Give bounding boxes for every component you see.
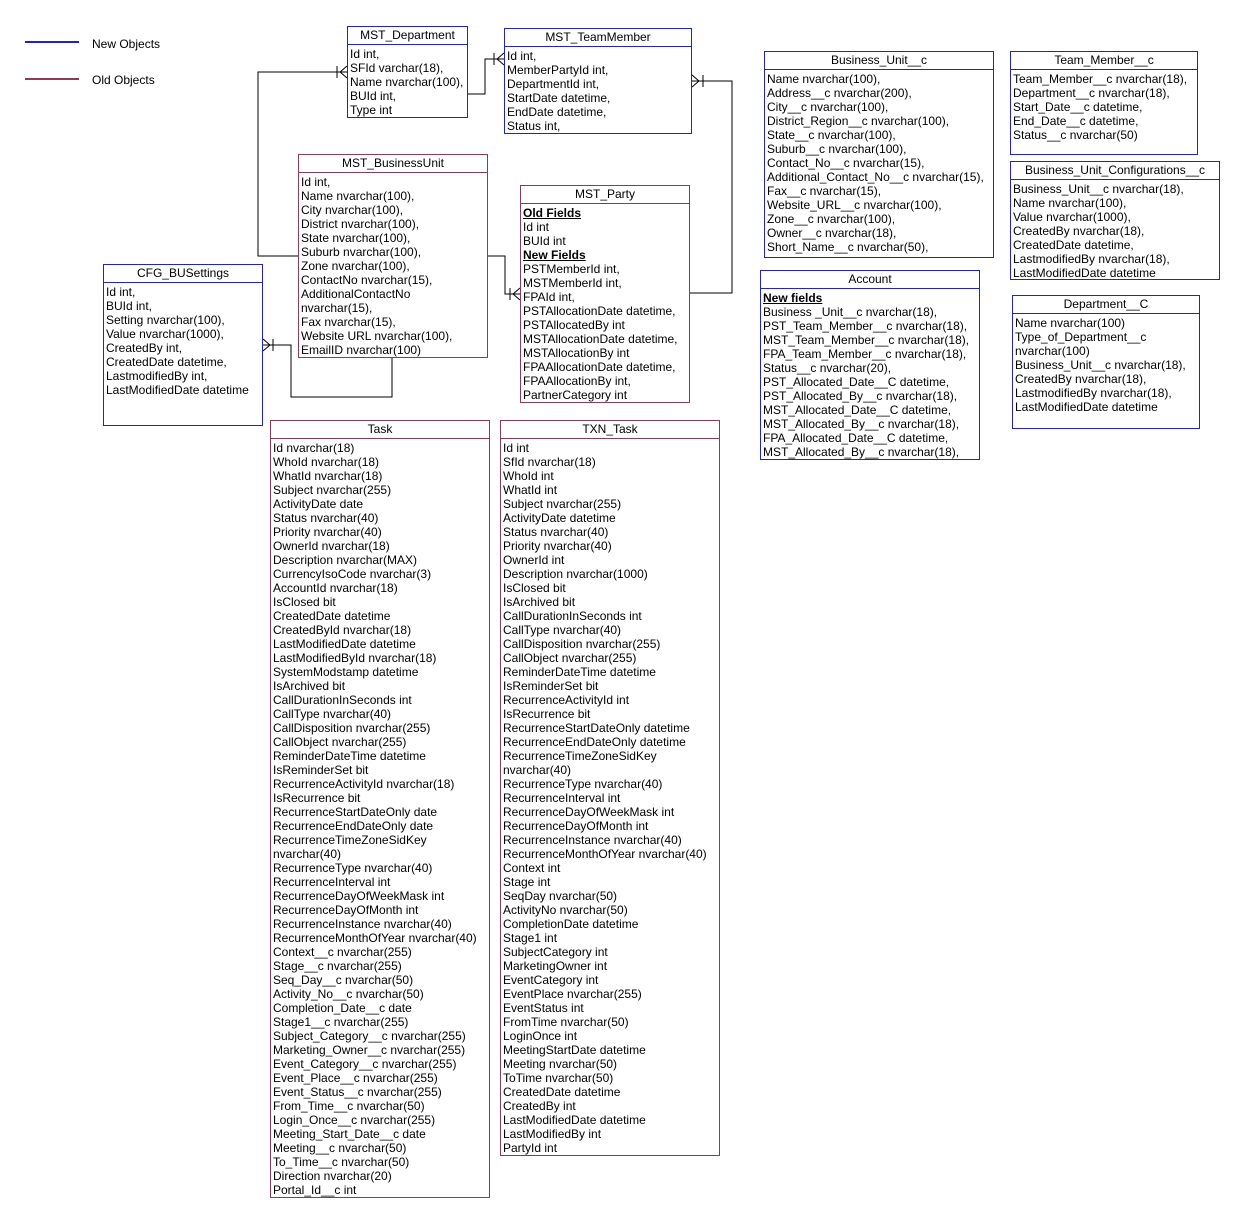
entity-mst-businessunit: [298, 154, 488, 358]
entity-field: Business_Unit__c nvarchar(18),: [1013, 182, 1184, 196]
entity-field: CallObject nvarchar(255): [503, 651, 637, 665]
entity-field: Seq_Day__c nvarchar(50): [273, 973, 414, 987]
entity-field: Id int: [523, 220, 550, 234]
entity-field: From_Time__c nvarchar(50): [273, 1099, 425, 1113]
entity-field: IsClosed bit: [273, 595, 336, 609]
entity-field: Priority nvarchar(40): [503, 539, 612, 553]
entity-field: RecurrenceActivityId nvarchar(18): [273, 777, 455, 791]
entity-field: CallDurationInSeconds int: [503, 609, 642, 623]
entity-field: MeetingStartDate datetime: [503, 1043, 646, 1057]
entity-field: Business _Unit__c nvarchar(18),: [763, 305, 938, 319]
entity-field: WhatId nvarchar(18): [273, 469, 383, 483]
entity-field: RecurrenceInstance nvarchar(40): [273, 917, 452, 931]
entity-field: Stage__c nvarchar(255): [273, 959, 402, 973]
entity-field: State nvarchar(100),: [301, 231, 411, 245]
entity-field: CreatedDate datetime: [503, 1085, 621, 1099]
entity-field: MSTAllocationDate datetime,: [523, 332, 678, 346]
entity-field: LastModifiedBy int: [503, 1127, 602, 1141]
entity-field: CallObject nvarchar(255): [273, 735, 407, 749]
entity-field: PST_Allocated_By__c nvarchar(18),: [763, 389, 958, 403]
entity-field: Type int: [350, 103, 393, 117]
entity-field: WhoId nvarchar(18): [273, 455, 380, 469]
entity-field: WhoId int: [503, 469, 554, 483]
entity-field: Id int: [503, 441, 530, 455]
entity-field: CreatedById nvarchar(18): [273, 623, 412, 637]
entity-field: EndDate datetime,: [507, 105, 607, 119]
entity-field: RecurrenceMonthOfYear nvarchar(40): [503, 847, 707, 861]
link-party-teammember: [690, 81, 732, 293]
entity-field: AdditionalContactNo: [301, 287, 411, 301]
entity-field: FPA_Team_Member__c nvarchar(18),: [763, 347, 967, 361]
entity-field: Status nvarchar(40): [503, 525, 609, 539]
entity-field: RecurrenceActivityId int: [503, 693, 630, 707]
entity-field: SeqDay nvarchar(50): [503, 889, 618, 903]
entity-title: TXN_Task: [501, 421, 719, 439]
entity-field: Status__c nvarchar(20),: [763, 361, 892, 375]
entity-field: ReminderDateTime datetime: [503, 665, 656, 679]
entity-field: Context int: [503, 861, 561, 875]
entity-field: RecurrenceType nvarchar(40): [273, 861, 433, 875]
entity-field: CallType nvarchar(40): [503, 623, 622, 637]
entity-field: Subject nvarchar(255): [273, 483, 392, 497]
entity-field: Marketing_Owner__c nvarchar(255): [273, 1043, 466, 1057]
entity-field: Setting nvarchar(100),: [106, 313, 225, 327]
entity-title: Business_Unit__c: [765, 52, 993, 70]
entity-field: RecurrenceDayOfWeekMask int: [273, 889, 445, 903]
entity-field: EmailID nvarchar(100): [301, 343, 422, 357]
entity-field: Website_URL__c nvarchar(100),: [767, 198, 942, 212]
entity-field: Login_Once__c nvarchar(255): [273, 1113, 436, 1127]
entity-field: DepartmentId int,: [507, 77, 600, 91]
entity-field: Activity_No__c nvarchar(50): [273, 987, 424, 1001]
entity-field: RecurrenceInterval int: [503, 791, 621, 805]
entity-task: [270, 420, 490, 1198]
entity-fields: [1011, 180, 1219, 280]
entity-field: ReminderDateTime datetime: [273, 749, 426, 763]
entity-field: BUId int,: [350, 89, 397, 103]
entity-field: Address__c nvarchar(200),: [767, 86, 912, 100]
entity-field: Zone__c nvarchar(100),: [767, 212, 896, 226]
entity-field: LastmodifiedBy nvarchar(18),: [1015, 386, 1172, 400]
entity-field: RecurrenceType nvarchar(40): [503, 777, 663, 791]
entity-field: Owner__c nvarchar(18),: [767, 226, 897, 240]
legend-label-new: New Objects: [92, 37, 161, 51]
entity-field: CallDurationInSeconds int: [273, 693, 412, 707]
entity-field: PST_Team_Member__c nvarchar(18),: [763, 319, 968, 333]
entity-field: CallType nvarchar(40): [273, 707, 392, 721]
entity-field: MST_Allocated_By__c nvarchar(18),: [763, 445, 960, 459]
entity-field: Type_of_Department__c: [1015, 330, 1147, 344]
entity-field: Description nvarchar(1000): [503, 567, 648, 581]
entity-fields: [1013, 314, 1199, 414]
entity-field: RecurrenceEndDateOnly datetime: [503, 735, 686, 749]
entity-field: Event_Category__c nvarchar(255): [273, 1057, 457, 1071]
entity-field: Start_Date__c datetime,: [1013, 100, 1143, 114]
entity-field: PST_Allocated_Date__C datetime,: [763, 375, 950, 389]
entity-field: Id int,: [350, 47, 380, 61]
entity-field: Stage1__c nvarchar(255): [273, 1015, 409, 1029]
entity-field: Meeting__c nvarchar(50): [273, 1141, 407, 1155]
entity-field: Completion_Date__c date: [273, 1001, 412, 1015]
entity-field: Meeting nvarchar(50): [503, 1057, 618, 1071]
entity-fields: [521, 204, 689, 402]
entity-field: LastModifiedDate datetime: [1015, 400, 1158, 414]
entity-mst-party: [520, 185, 690, 403]
entity-field: CallDisposition nvarchar(255): [503, 637, 661, 651]
entity-field: Additional_Contact_No__c nvarchar(15),: [767, 170, 984, 184]
entity-title: MST_Party: [521, 186, 689, 204]
crowfoot-busettings-a: [263, 339, 270, 345]
legend-label-old: Old Objects: [92, 73, 155, 87]
entity-field: SubjectCategory int: [503, 945, 608, 959]
entity-field: WhatId int: [503, 483, 558, 497]
entity-account: [760, 270, 980, 460]
entity-field: RecurrenceTimeZoneSidKey: [273, 833, 427, 847]
entity-field: FPA_Allocated_Date__C datetime,: [763, 431, 949, 445]
entity-field: IsArchived bit: [273, 679, 346, 693]
entity-field: Value nvarchar(1000),: [106, 327, 224, 341]
entity-field: MST_Allocated_Date__C datetime,: [763, 403, 952, 417]
crowfoot-teammember-b: [497, 59, 504, 65]
entity-field: IsRecurrence bit: [273, 791, 361, 805]
entity-field: LastModifiedDate datetime: [273, 637, 416, 651]
entity-field: Fax nvarchar(15),: [301, 315, 396, 329]
entity-department-c: [1012, 295, 1200, 429]
entity-txn-task: [500, 420, 720, 1156]
entity-field: AccountId nvarchar(18): [273, 581, 398, 595]
entity-field: Name nvarchar(100),: [350, 75, 464, 89]
entity-title: MST_TeamMember: [505, 29, 691, 47]
entity-field: Business_Unit__c nvarchar(18),: [1015, 358, 1186, 372]
entity-field: MSTMemberId int,: [523, 276, 622, 290]
entity-field: OwnerId int: [503, 553, 565, 567]
entity-field: Event_Status__c nvarchar(255): [273, 1085, 442, 1099]
entity-field: LastModifiedDate datetime: [503, 1113, 646, 1127]
entity-field: FPAAllocationDate datetime,: [523, 360, 676, 374]
entity-field: nvarchar(40): [503, 763, 572, 777]
entity-field: ActivityDate datetime: [503, 511, 616, 525]
entity-fields: [348, 45, 467, 117]
entity-field: Name nvarchar(100): [1015, 316, 1126, 330]
entity-field: Name nvarchar(100),: [1013, 196, 1127, 210]
entity-field: CreatedBy nvarchar(18),: [1015, 372, 1147, 386]
link-department-teammember: [468, 59, 504, 94]
entity-field: Team_Member__c nvarchar(18),: [1013, 72, 1188, 86]
entity-title: Business_Unit_Configurations__c: [1011, 162, 1219, 180]
entity-field: Description nvarchar(MAX): [273, 553, 418, 567]
entity-field: Suburb__c nvarchar(100),: [767, 142, 907, 156]
entity-field: RecurrenceDayOfMonth int: [273, 903, 419, 917]
entity-field: Department__c nvarchar(18),: [1013, 86, 1170, 100]
entity-field: IsReminderSet bit: [273, 763, 369, 777]
entity-field: Suburb nvarchar(100),: [301, 245, 422, 259]
entity-field: LastModifiedDate datetime: [106, 383, 249, 397]
entity-field: City nvarchar(100),: [301, 203, 404, 217]
entity-field: LastmodifiedBy int,: [106, 369, 208, 383]
entity-field: RecurrenceTimeZoneSidKey: [503, 749, 657, 763]
crowfoot-party-a: [513, 288, 520, 294]
entity-business-unit-configurations-c: [1010, 161, 1220, 280]
entity-field: Id int,: [301, 175, 331, 189]
entity-field: PartnerCategory int: [523, 388, 628, 402]
entity-field: FPAAllocationBy int,: [523, 374, 631, 388]
entity-field: EventCategory int: [503, 973, 599, 987]
entity-field: CompletionDate datetime: [503, 917, 639, 931]
entity-field: ActivityDate date: [273, 497, 364, 511]
entity-field: Short_Name__c nvarchar(50),: [767, 240, 929, 254]
entity-fields: [765, 70, 993, 254]
entity-field: To_Time__c nvarchar(50): [273, 1155, 410, 1169]
entity-field: District nvarchar(100),: [301, 217, 420, 231]
entity-field: RecurrenceEndDateOnly date: [273, 819, 434, 833]
link-businessunit-party: [488, 256, 520, 294]
entity-field: EventStatus int: [503, 1001, 584, 1015]
entity-field: RecurrenceMonthOfYear nvarchar(40): [273, 931, 477, 945]
entity-field: CreatedBy nvarchar(18),: [1013, 224, 1145, 238]
entity-field: PartyId int: [503, 1141, 558, 1155]
entity-cfg-busettings: [103, 264, 263, 426]
entity-field: Subject_Category__c nvarchar(255): [273, 1029, 466, 1043]
entity-field: RecurrenceStartDateOnly datetime: [503, 721, 690, 735]
entity-field: Subject nvarchar(255): [503, 497, 622, 511]
entity-field: LastmodifiedBy nvarchar(18),: [1013, 252, 1170, 266]
entity-title: MST_BusinessUnit: [299, 155, 487, 173]
entity-field: District_Region__c nvarchar(100),: [767, 114, 950, 128]
entity-field: Meeting_Start_Date__c date: [273, 1127, 426, 1141]
crowfoot-teammember-a: [497, 53, 504, 59]
entity-field: OwnerId nvarchar(18): [273, 539, 390, 553]
entity-field: Id int,: [106, 285, 136, 299]
entity-field: PSTAllocatedBy int: [523, 318, 625, 332]
field-group-header: New Fields: [523, 248, 586, 262]
entity-title: MST_Department: [348, 27, 467, 45]
entity-field: SFId varchar(18),: [350, 61, 444, 75]
crowfoot-party-b: [513, 294, 520, 300]
entity-mst-department: [347, 26, 468, 118]
entity-field: LastModifiedDate datetime: [1013, 266, 1156, 280]
entity-fields: [1011, 70, 1197, 142]
entity-title: Account: [761, 271, 979, 289]
entity-field: Stage int: [503, 875, 551, 889]
entity-field: RecurrenceStartDateOnly date: [273, 805, 438, 819]
entity-field: Id int,: [507, 49, 537, 63]
entity-title: Department__C: [1013, 296, 1199, 314]
entity-field: LoginOnce int: [503, 1029, 578, 1043]
entity-field: CreatedDate datetime: [273, 609, 391, 623]
entity-field: MST_Allocated_By__c nvarchar(18),: [763, 417, 960, 431]
entity-field: Fax__c nvarchar(15),: [767, 184, 882, 198]
entity-field: State__c nvarchar(100),: [767, 128, 896, 142]
entity-field: FPAId int,: [523, 290, 575, 304]
entity-field: ContactNo nvarchar(15),: [301, 273, 433, 287]
entity-field: PSTMemberId int,: [523, 262, 620, 276]
entity-field: EventPlace nvarchar(255): [503, 987, 642, 1001]
entity-field: nvarchar(15),: [301, 301, 373, 315]
crowfoot-department-b: [340, 72, 347, 78]
entity-title: Task: [271, 421, 489, 439]
entity-field: RecurrenceDayOfMonth int: [503, 819, 649, 833]
entity-business-unit-c: [764, 51, 994, 258]
entity-field: Website URL nvarchar(100),: [301, 329, 453, 343]
entity-fields: [271, 439, 489, 1197]
entity-field: Stage1 int: [503, 931, 558, 945]
entity-field: ActivityNo nvarchar(50): [503, 903, 628, 917]
entity-field: Portal_Id__c int: [273, 1183, 357, 1197]
entity-field: RecurrenceInstance nvarchar(40): [503, 833, 682, 847]
entity-field: Direction nvarchar(20): [273, 1169, 392, 1183]
entity-field: CreatedBy int: [503, 1099, 576, 1113]
entity-field: nvarchar(100): [1015, 344, 1090, 358]
entity-field: BUId int,: [106, 299, 153, 313]
entity-field: IsRecurrence bit: [503, 707, 591, 721]
entity-field: Value nvarchar(1000),: [1013, 210, 1131, 224]
entity-field: Status int,: [507, 119, 561, 133]
entity-field: SfId nvarchar(18): [503, 455, 596, 469]
entity-title: Team_Member__c: [1011, 52, 1197, 70]
entity-fields: [505, 47, 691, 133]
entity-field: StartDate datetime,: [507, 91, 611, 105]
entity-team-member-c: [1010, 51, 1198, 155]
entity-field: LastModifiedById nvarchar(18): [273, 651, 437, 665]
entity-fields: [104, 283, 262, 397]
entity-field: SystemModstamp datetime: [273, 665, 419, 679]
entity-fields: [761, 289, 979, 459]
entity-field: MemberPartyId int,: [507, 63, 609, 77]
entity-field: Id nvarchar(18): [273, 441, 355, 455]
entity-field: Name nvarchar(100),: [301, 189, 415, 203]
field-group-header: Old Fields: [523, 206, 582, 220]
entity-field: nvarchar(40): [273, 847, 342, 861]
entity-field: MST_Team_Member__c nvarchar(18),: [763, 333, 970, 347]
entity-field: IsReminderSet bit: [503, 679, 599, 693]
entity-field: MSTAllocationBy int: [523, 346, 630, 360]
entity-fields: [501, 439, 719, 1155]
entity-field: Priority nvarchar(40): [273, 525, 382, 539]
entity-field: CurrencyIsoCode nvarchar(3): [273, 567, 432, 581]
entity-field: BUId int: [523, 234, 566, 248]
entity-field: Context__c nvarchar(255): [273, 945, 412, 959]
entity-field: PSTAllocationDate datetime,: [523, 304, 676, 318]
crowfoot-department-a: [340, 66, 347, 72]
entity-field: RecurrenceDayOfWeekMask int: [503, 805, 675, 819]
entity-field: Status nvarchar(40): [273, 511, 379, 525]
entity-field: Status__c nvarchar(50): [1013, 128, 1138, 142]
entity-field: MarketingOwner int: [503, 959, 608, 973]
entity-field: City__c nvarchar(100),: [767, 100, 889, 114]
entity-fields: [299, 173, 487, 357]
entity-mst-teammember: [504, 28, 692, 134]
entity-field: IsArchived bit: [503, 595, 576, 609]
entity-field: CreatedDate datetime,: [1013, 238, 1134, 252]
crowfoot-busettings-b: [263, 345, 270, 351]
entity-field: ToTime nvarchar(50): [503, 1071, 614, 1085]
entity-field: CallDisposition nvarchar(255): [273, 721, 431, 735]
entity-field: Zone nvarchar(100),: [301, 259, 410, 273]
entity-field: IsClosed bit: [503, 581, 566, 595]
entity-title: CFG_BUSettings: [104, 265, 262, 283]
entity-field: RecurrenceInterval int: [273, 875, 391, 889]
entity-field: CreatedBy int,: [106, 341, 183, 355]
crowfoot-party-tm-a: [692, 75, 699, 81]
entity-field: CreatedDate datetime,: [106, 355, 227, 369]
entity-field: Event_Place__c nvarchar(255): [273, 1071, 438, 1085]
crowfoot-party-tm-b: [692, 81, 699, 87]
entity-field: End_Date__c datetime,: [1013, 114, 1139, 128]
field-group-header: New fields: [763, 291, 823, 305]
entity-field: Contact_No__c nvarchar(15),: [767, 156, 925, 170]
entity-field: FromTime nvarchar(50): [503, 1015, 629, 1029]
entity-field: Name nvarchar(100),: [767, 72, 881, 86]
